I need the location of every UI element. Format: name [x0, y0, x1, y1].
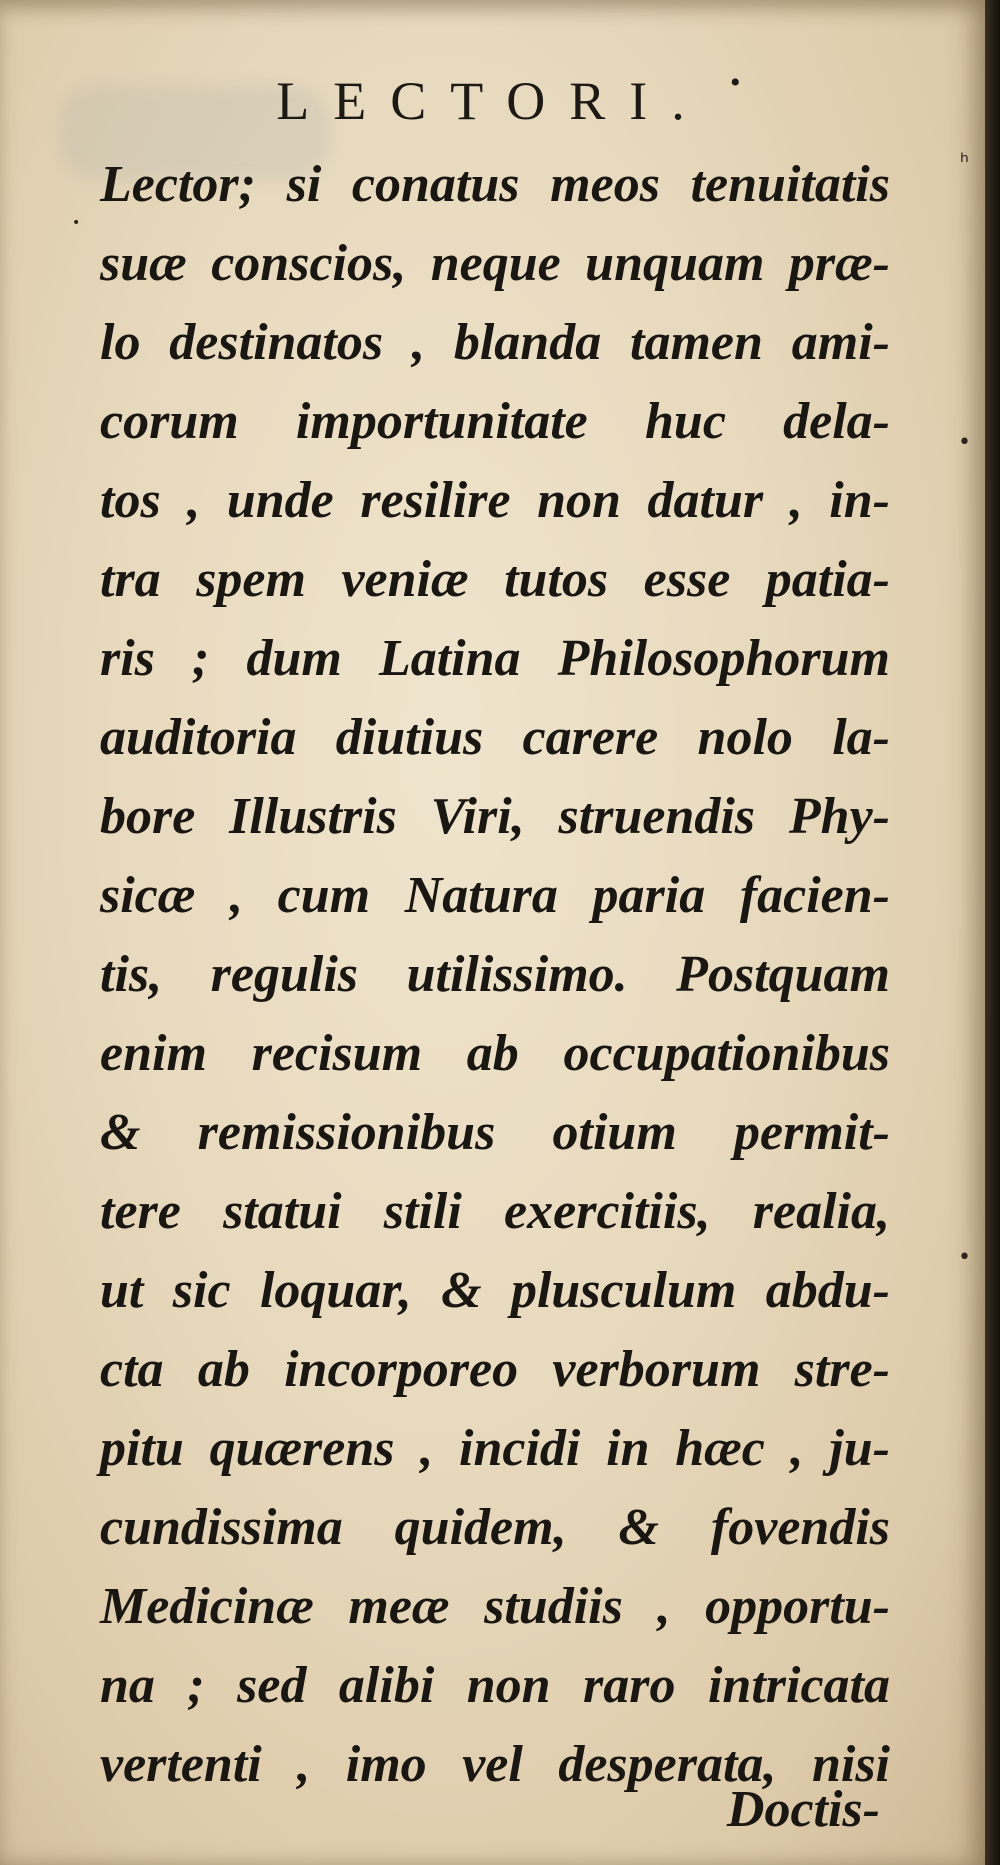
text-line: tere statui stili exercitiis, realia, [100, 1183, 890, 1240]
text-line: Medicinæ meæ studiis , opportu- [100, 1578, 890, 1635]
text-line: & remissionibus otium permit- [100, 1104, 890, 1161]
running-head [0, 66, 985, 132]
text-line: cundissima quidem, & fovendis [100, 1499, 890, 1556]
running-head-text: LECTORI. [276, 71, 709, 131]
text-line: enim recisum ab occupationibus [100, 1025, 890, 1082]
text-line: ut sic loquar, & plusculum abdu- [100, 1262, 890, 1319]
text-line: tis, regulis utilissimo. Postquam [100, 946, 890, 1003]
text-line: suæ conscios, neque unquam præ- [100, 235, 890, 292]
margin-speck: • [958, 430, 971, 455]
text-line: tra spem veniæ tutos esse patia- [100, 551, 890, 608]
margin-speck: • [958, 1245, 971, 1270]
margin-speck: • [72, 215, 81, 231]
running-head-mark: • [730, 66, 741, 99]
text-line: lo destinatos , blanda tamen ami- [100, 314, 890, 371]
text-line: auditoria diutius carere nolo la- [100, 709, 890, 766]
text-line: corum importunitate huc dela- [100, 393, 890, 450]
page-edge-shadow [985, 0, 1000, 1865]
text-line: pitu quærens , incidi in hæc , ju- [100, 1420, 890, 1477]
text-line: na ; sed alibi non raro intricata [100, 1657, 890, 1714]
text-block [100, 145, 890, 1804]
text-line: vertenti , imo vel desperata, nisi [100, 1736, 890, 1793]
margin-speck: ʰ [960, 150, 969, 175]
catchword: Doctis- [726, 1781, 880, 1838]
text-line: ris ; dum Latina Philosophorum [100, 630, 890, 687]
text-line: cta ab incorporeo verborum stre- [100, 1341, 890, 1398]
text-line: Lector; si conatus meos tenuitatis [100, 156, 890, 213]
text-line: sicæ , cum Natura paria facien- [100, 867, 890, 924]
text-line: tos , unde resilire non datur , in- [100, 472, 890, 529]
text-line: bore Illustris Viri, struendis Phy- [100, 788, 890, 845]
